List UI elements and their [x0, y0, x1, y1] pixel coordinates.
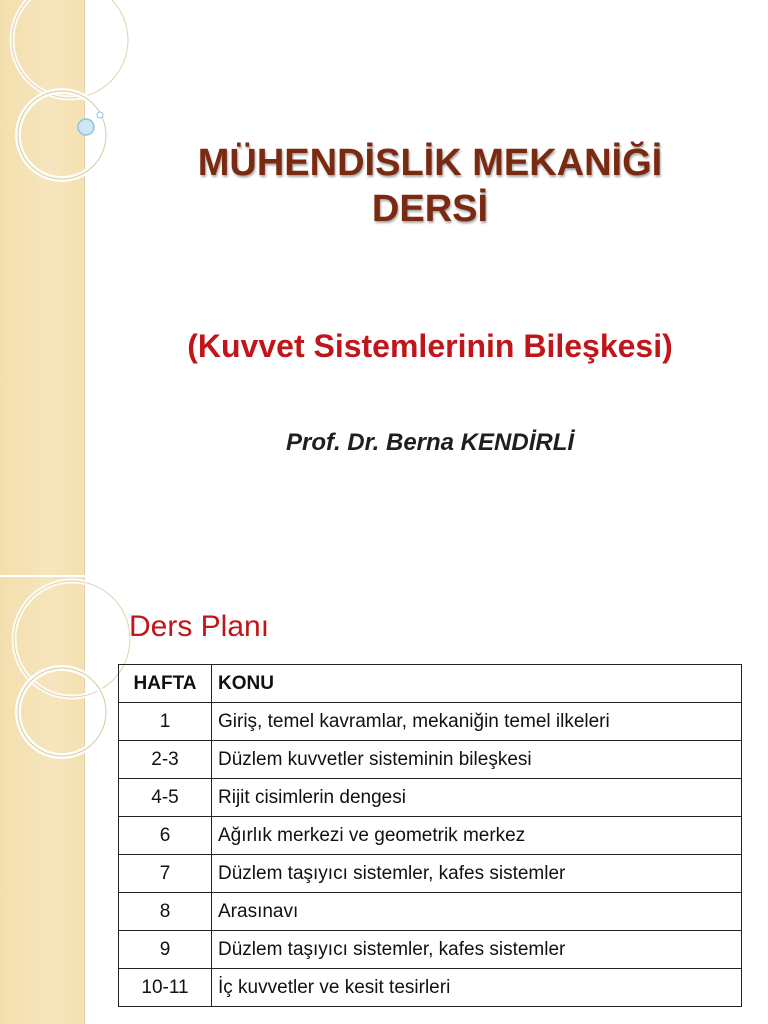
week-cell: 6: [119, 817, 212, 855]
slide-subtitle: (Kuvvet Sistemlerinin Bileşkesi): [187, 328, 673, 364]
week-column-header: HAFTA: [119, 665, 212, 703]
slide-title: [100, 140, 760, 232]
topic-cell: Ağırlık merkezi ve geometrik merkez: [212, 817, 742, 855]
week-cell: 10-11: [119, 969, 212, 1007]
table-row: [119, 855, 742, 893]
topic-cell: Düzlem taşıyıcı sistemler, kafes sistemler: [212, 855, 742, 893]
topic-cell: Arasınavı: [212, 893, 742, 931]
author-name: Prof. Dr. Berna KENDİRLİ: [285, 429, 575, 456]
week-cell: 8: [119, 893, 212, 931]
course-plan-slide: [0, 577, 768, 1024]
table-row: [119, 931, 742, 969]
topic-cell: İç kuvvetler ve kesit tesirleri: [212, 969, 742, 1007]
week-cell: 1: [119, 703, 212, 741]
table-row: [119, 703, 742, 741]
topic-cell: Giriş, temel kavramlar, mekaniğin temel ilkeleri: [212, 703, 742, 741]
course-plan-table: [118, 664, 742, 1007]
slide-title-line-1: MÜHENDİSLİK MEKANİĞİ: [197, 142, 663, 184]
slide-title-line-2: DERSİ: [371, 188, 489, 230]
course-plan-heading: Ders Planı: [129, 610, 270, 643]
week-cell: 2-3: [119, 741, 212, 779]
week-cell: 9: [119, 931, 212, 969]
table-header-row: [119, 665, 742, 703]
topic-cell: Rijit cisimlerin dengesi: [212, 779, 742, 817]
topic-cell: Düzlem kuvvetler sisteminin bileşkesi: [212, 741, 742, 779]
table-row: [119, 779, 742, 817]
table-row: [119, 817, 742, 855]
table-row: [119, 741, 742, 779]
topic-column-header: KONU: [212, 665, 742, 703]
decorative-circles: [0, 577, 130, 797]
topic-cell: Düzlem taşıyıcı sistemler, kafes sistemler: [212, 931, 742, 969]
table-row: [119, 893, 742, 931]
week-cell: 4-5: [119, 779, 212, 817]
week-cell: 7: [119, 855, 212, 893]
table-row: [119, 969, 742, 1007]
